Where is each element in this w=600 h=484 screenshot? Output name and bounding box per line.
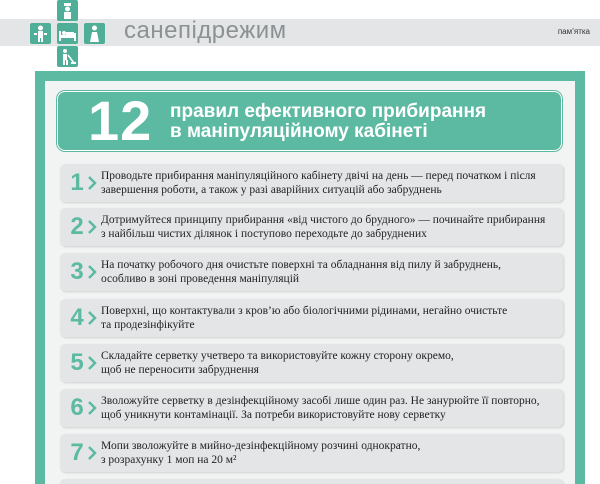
rule-text — [101, 394, 556, 422]
title-line-2: в маніпуляційному кабінеті — [170, 121, 428, 142]
title-text — [170, 102, 550, 142]
rule-item-3 — [60, 253, 563, 291]
rule-text — [101, 439, 556, 467]
rule-text — [101, 169, 556, 197]
rule-text-line-1: Поверхні, що контактували з кров’ю або біологічними рідинами, негайно очистьте — [101, 305, 508, 317]
chevron-right-icon — [87, 444, 97, 462]
rule-item-7 — [60, 434, 563, 472]
rule-text-line-2: з розрахунку 1 моп на 20 м² — [101, 454, 237, 466]
rule-item-next — [60, 479, 563, 484]
rule-text-line-1: Складайте серветку учетверо та використовуйте кожну сторону окремо, — [101, 350, 454, 362]
chevron-right-icon — [87, 309, 97, 327]
rule-number: 7 — [70, 439, 84, 466]
patient-bed-icon-2 — [57, 23, 78, 44]
rule-text-line-2: та продезінфікуйте — [101, 319, 195, 331]
title-line-1: правил ефективного прибирання — [170, 101, 487, 122]
rubric-title: санепідрежим — [124, 17, 287, 44]
chevron-right-icon — [87, 354, 97, 372]
rule-number: 5 — [70, 349, 84, 376]
doctor-icon — [84, 23, 105, 44]
rule-text — [101, 304, 556, 332]
rule-text — [101, 258, 556, 286]
rule-text-line-1: Зволожуйте серветку в дезінфекційному засобі лише один раз. Не занурюйте її повторно, — [101, 395, 540, 407]
rule-text — [101, 349, 556, 377]
rule-text-line-1: Проводьте прибирання маніпуляційного кабінету двічі на день — перед початком і після — [101, 170, 536, 182]
rule-text-line-2: щоб уникнути контамінації. За потреби використовуйте нову серветку — [101, 409, 446, 421]
nurse-icon — [57, 0, 78, 21]
rubric-tag: пам’ятка — [557, 27, 590, 36]
rule-text-line-2: особливо в зоні проведення маніпуляцій — [101, 273, 300, 285]
rule-number: 6 — [70, 394, 84, 421]
header-icon-grid — [30, 0, 106, 68]
chevron-right-icon — [87, 263, 97, 281]
rule-text-line-2: завершення роботи, а також у разі аварійних ситуацій або забруднень — [101, 184, 442, 196]
cleaning-icon — [57, 46, 78, 67]
rule-text-line-2: з найбільш чистих ділянок і поступово переходьте до забруднених — [101, 228, 427, 240]
rule-number: 4 — [70, 304, 84, 331]
rule-number: 1 — [70, 169, 84, 196]
rule-number: 3 — [70, 258, 84, 285]
rule-item-4 — [60, 299, 563, 337]
patient-bed-icon — [30, 23, 51, 44]
rule-item-5 — [60, 344, 563, 382]
rule-text-line-1: Мопи зволожуйте в мийно-дезінфекційному розчині однократно, — [101, 440, 421, 452]
chevron-right-icon — [87, 218, 97, 236]
chevron-right-icon — [87, 174, 97, 192]
rule-item-6 — [60, 389, 563, 427]
rule-number: 2 — [70, 213, 84, 240]
chevron-right-icon — [87, 399, 97, 417]
rule-item-1 — [60, 164, 563, 202]
rule-text — [101, 213, 556, 241]
rule-text-line-2: щоб не переносити забруднення — [101, 364, 259, 376]
title-number: 12 — [88, 89, 153, 152]
rule-text-line-1: На початку робочого дня очистьте поверхні та обладнання від пилу й забруднень, — [101, 259, 501, 271]
rule-text-line-1: Дотримуйтеся принципу прибирання «від чистого до брудного» — починайте прибирання — [101, 214, 546, 226]
rule-item-2 — [60, 208, 563, 246]
